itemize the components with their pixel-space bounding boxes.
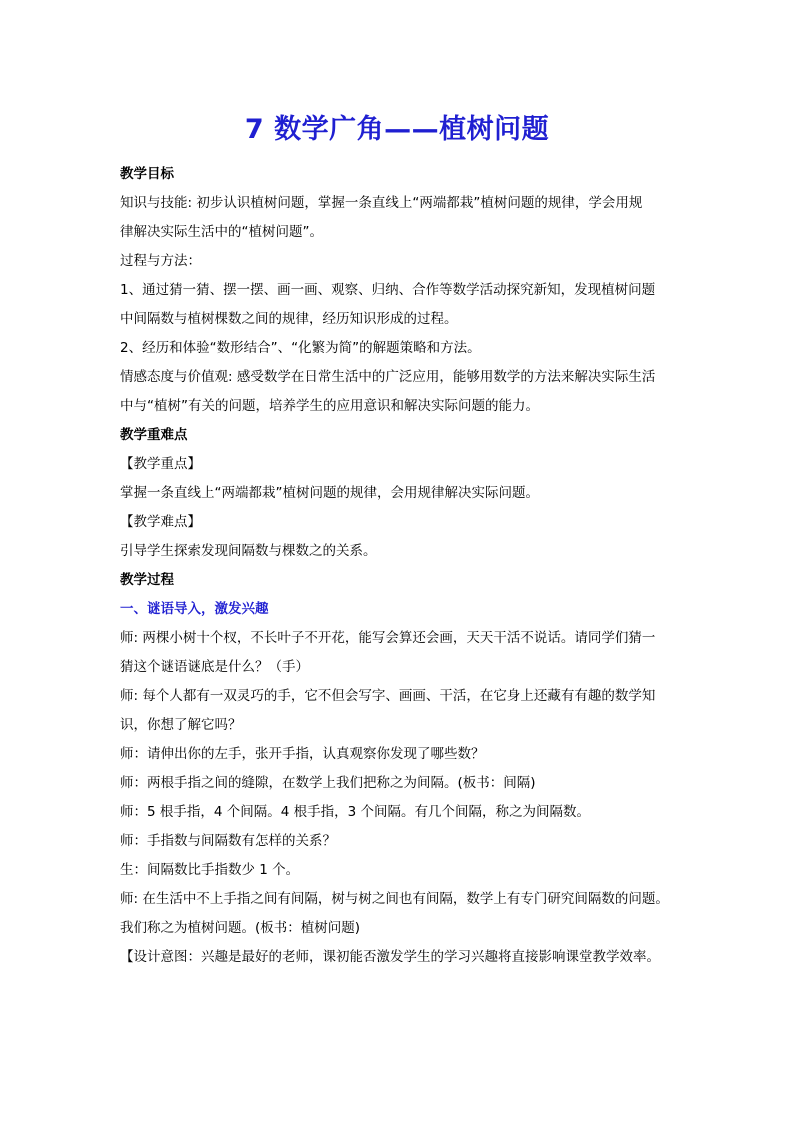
paragraph-line: 识，你想了解它吗？ — [120, 717, 242, 733]
paragraph-line: 掌握一条直线上“两端都栽”植树问题的规律，会用规律解决实际问题。 — [120, 485, 539, 501]
paragraph-line: 情感态度与价值观: 感受数学在日常生活中的广泛应用，能够用数学的方法来解决实际生活 — [120, 369, 656, 385]
paragraph-line: 【教学难点】 — [120, 514, 201, 530]
paragraph-line: 猜这个谜语谜底是什么？（手） — [120, 659, 309, 675]
paragraph-line: 1、通过猜一猜、摆一摆、画一画、观察、归纳、合作等数学活动探究新知，发现植树问题 — [120, 282, 656, 298]
section-heading: 一、谜语导入，激发兴趣 — [120, 601, 269, 617]
paragraph-line: 我们称之为植树问题。(板书：植树问题) — [120, 920, 361, 936]
paragraph-line: 律解决实际生活中的“植树问题”。 — [120, 224, 323, 240]
paragraph-line: 师：两根手指之间的缝隙，在数学上我们把称之为间隔。(板书：间隔) — [120, 775, 536, 791]
paragraph-line: 过程与方法： — [120, 253, 201, 269]
document-title: 7 数学广角——植树问题 — [244, 114, 550, 145]
paragraph-line: 师: 在生活中不上手指之间有间隔，树与树之间也有间隔，数学上有专门研究间隔数的问题。 — [120, 891, 669, 907]
paragraph-line: 【设计意图：兴趣是最好的老师，课初能否激发学生的学习兴趣将直接影响课堂教学效率。 — [120, 949, 660, 965]
paragraph-line: 引导学生探索发现间隔数与棵数之的关系。 — [120, 543, 377, 559]
paragraph-line: 生：间隔数比手指数少 1 个。 — [120, 862, 300, 878]
paragraph-line: 中与“植树”有关的问题，培养学生的应用意识和解决实际问题的能力。 — [120, 398, 539, 414]
paragraph-line: 师: 两棵小树十个杈，不长叶子不开花，能写会算还会画，天天干活不说话。请同学们猜一 — [120, 630, 656, 646]
paragraph-line: 2、经历和体验“数形结合”、“化繁为简”的解题策略和方法。 — [120, 340, 481, 356]
section-heading: 教学目标 — [120, 166, 174, 182]
paragraph-line: 师：请伸出你的左手，张开手指，认真观察你发现了哪些数？ — [120, 746, 485, 762]
document-body — [120, 160, 682, 972]
paragraph-line: 【教学重点】 — [120, 456, 201, 472]
section-heading: 教学过程 — [120, 572, 174, 588]
paragraph-line: 师：5 根手指，4 个间隔。4 根手指，3 个间隔。有几个间隔，称之为间隔数。 — [120, 804, 591, 820]
paragraph-line: 中间隔数与植树棵数之间的规律，经历知识形成的过程。 — [120, 311, 458, 327]
paragraph-line: 知识与技能: 初步认识植树问题，掌握一条直线上“两端都栽”植树问题的规律，学会用规 — [120, 195, 643, 211]
paragraph-line: 师: 每个人都有一双灵巧的手，它不但会写字、画画、干活，在它身上还藏有有趣的数学知 — [120, 688, 656, 704]
paragraph-line: 师：手指数与间隔数有怎样的关系？ — [120, 833, 336, 849]
section-heading: 教学重难点 — [120, 427, 188, 443]
